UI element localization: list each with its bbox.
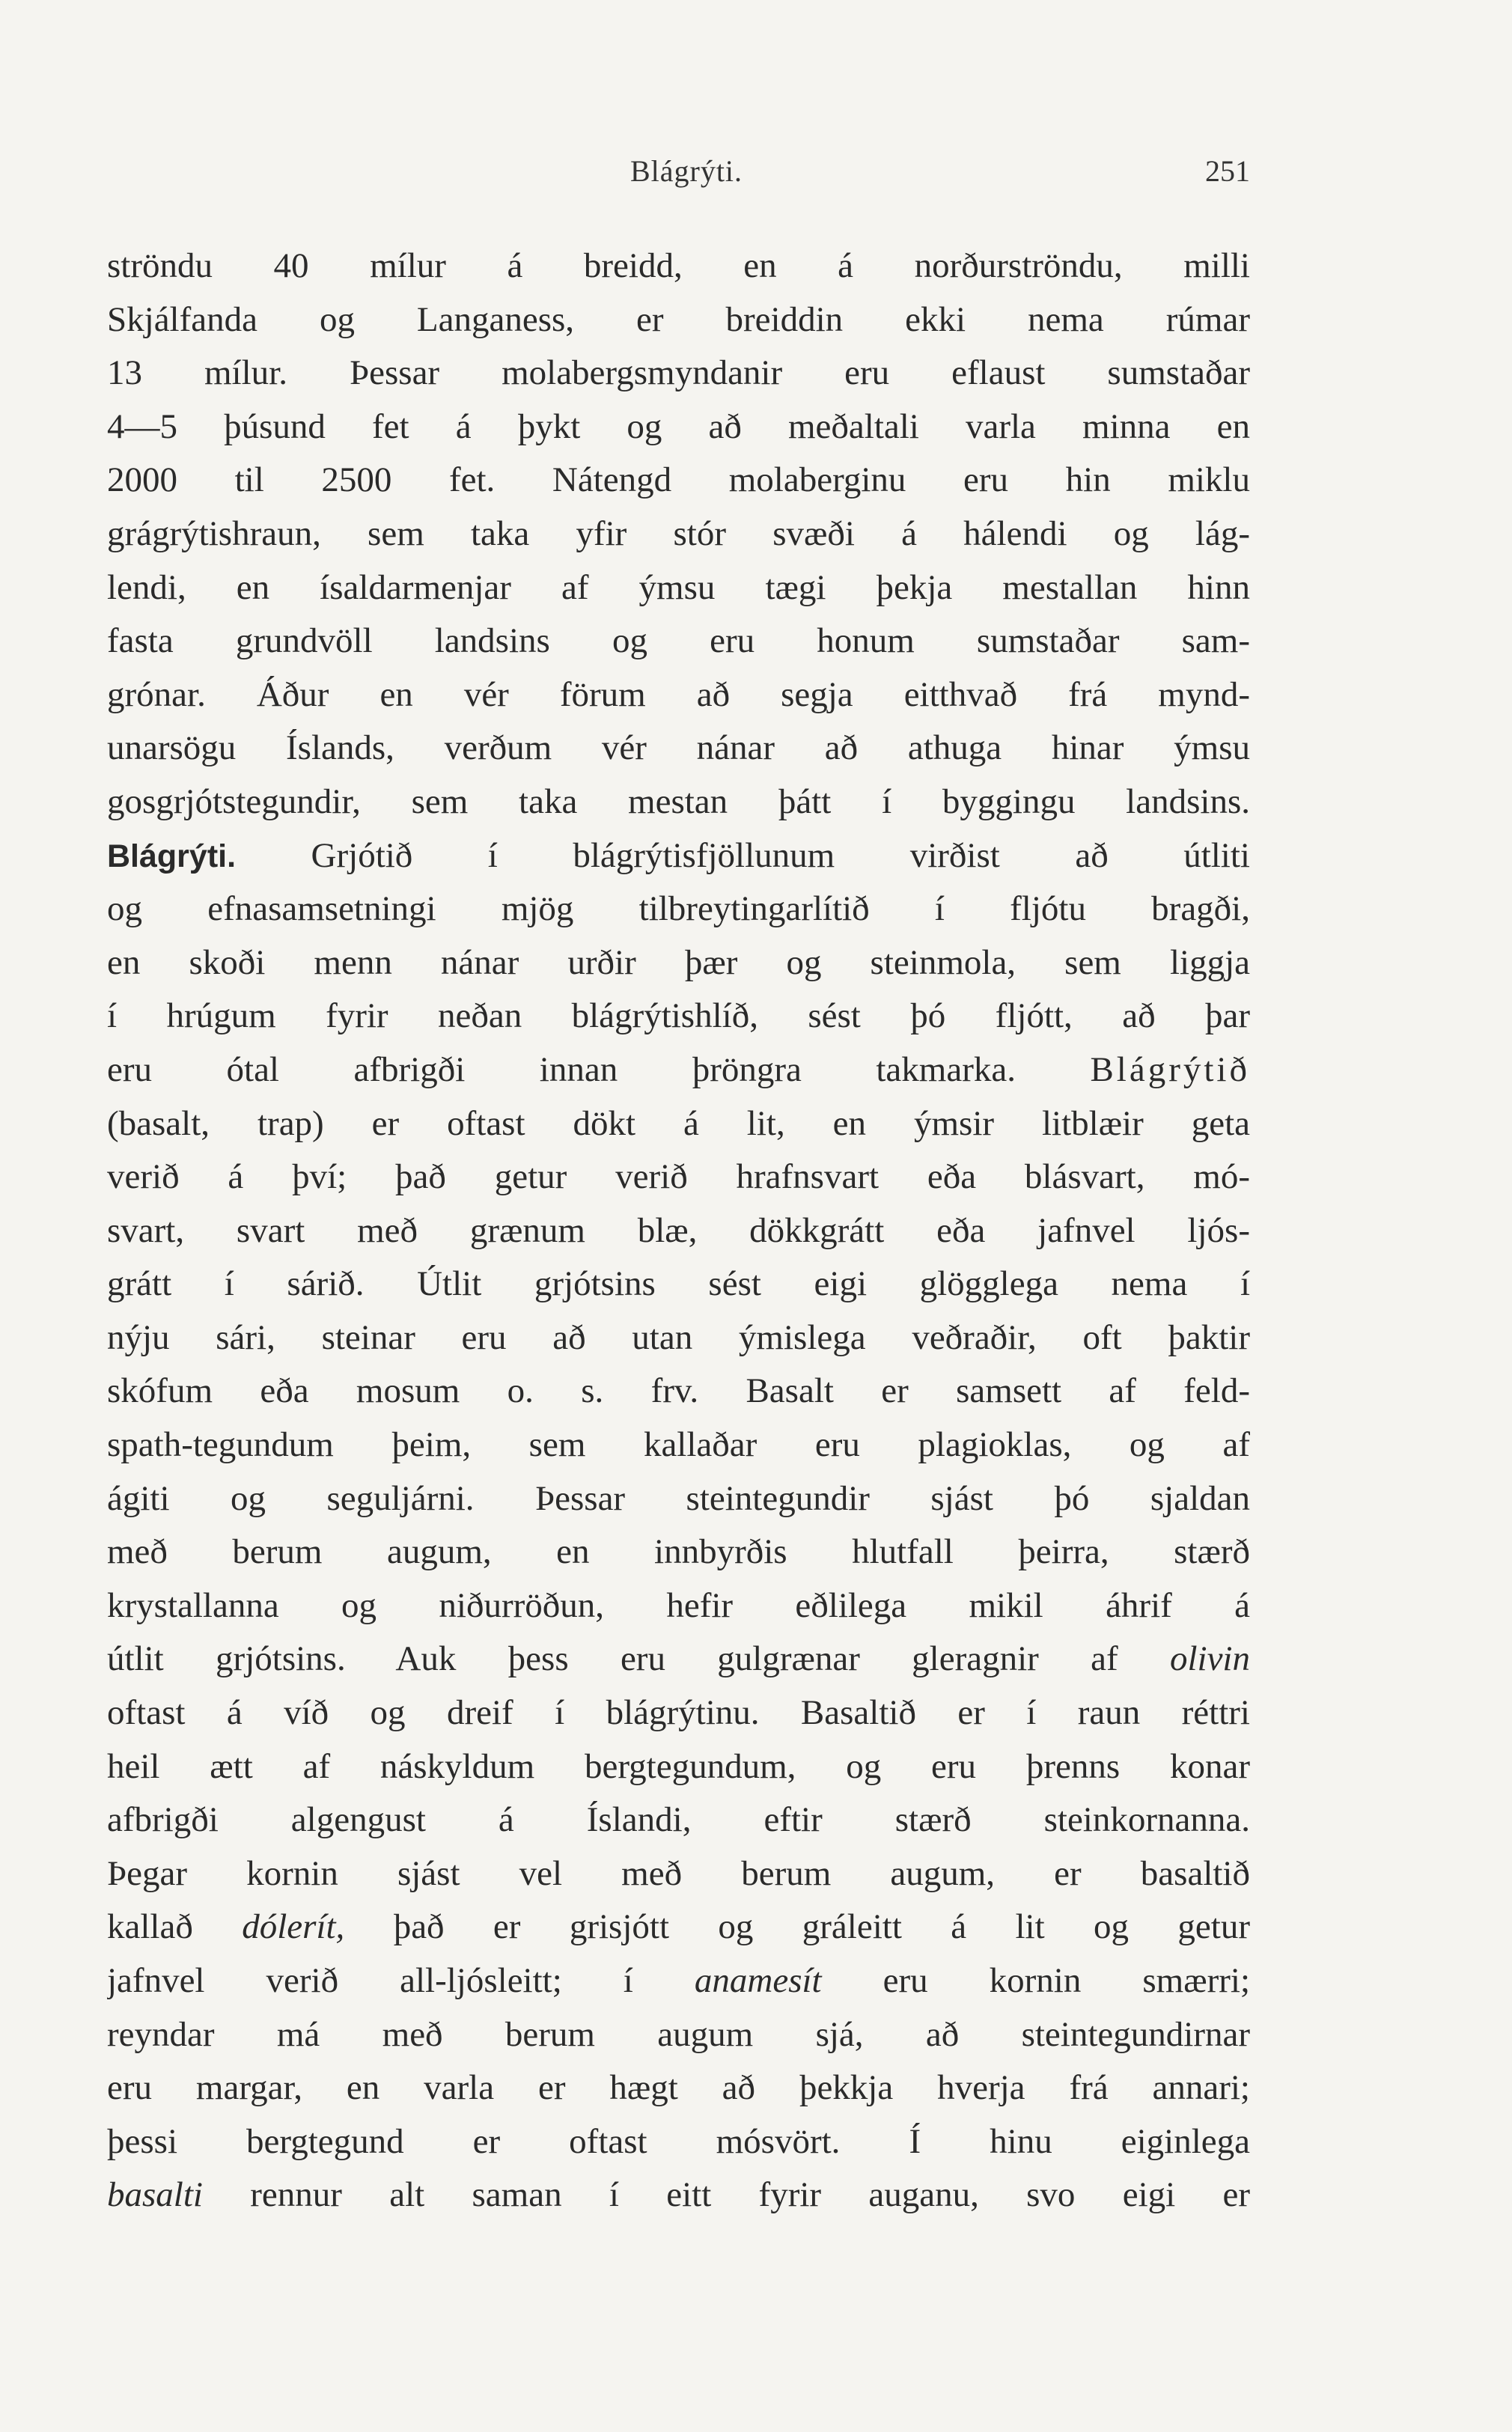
text-segment: ágiti og seguljárni. Þessar steintegundir sjást þó sjaldan — [107, 1478, 1250, 1518]
text-segment: grágrýtishraun, sem taka yfir stór svæði á hálendi og lág- — [107, 513, 1250, 553]
text-segment: heil ætt af náskyldum bergtegundum, og eru þrenns konar — [107, 1746, 1250, 1786]
text-line — [107, 454, 1250, 508]
running-title: Blágrýti. — [630, 154, 743, 188]
text-segment: en skoði menn nánar urðir þær og steinmola, sem liggja — [107, 942, 1250, 982]
text-segment: gosgrjótstegundir, sem taka mestan þátt í byggingu landsins. — [107, 781, 1250, 821]
text-line — [107, 990, 1250, 1043]
page-header — [0, 153, 1512, 198]
text-line — [107, 2115, 1250, 2169]
text-segment: grátt í sárið. Útlit grjótsins sést eigi glögglega nema í — [107, 1264, 1250, 1304]
text-line — [107, 1472, 1250, 1526]
text-line — [107, 1097, 1250, 1151]
text-line — [107, 508, 1250, 561]
text-line — [107, 1901, 1250, 1954]
text-segment: nýju sári, steinar eru að utan ýmislega veðraðir, oft þaktir — [107, 1317, 1250, 1357]
text-line — [107, 561, 1250, 615]
text-segment: lendi, en ísaldarmenjar af ýmsu tægi þekja mestallan hinn — [107, 567, 1250, 607]
spaced-term: Blágrýtið — [1090, 1049, 1250, 1089]
text-segment: spath-tegundum þeim, sem kallaðar eru plagioklas, og af — [107, 1425, 1250, 1465]
italic-term: anamesít — [694, 1961, 822, 2000]
text-segment: reyndar má með berum augum sjá, að steintegundirnar — [107, 2014, 1250, 2054]
text-segment: eru margar, en varla er hægt að þekkja hverja frá annari; — [107, 2068, 1250, 2108]
text-line — [107, 1954, 1250, 2008]
text-segment: svart, svart með grænum blæ, dökkgrátt eða jafnvel ljós- — [107, 1210, 1250, 1250]
text-segment: með berum augum, en innbyrðis hlutfall þeirra, stærð — [107, 1532, 1250, 1572]
section-heading: Blágrýti. — [107, 838, 237, 874]
text-segment: 13 mílur. Þessar molabergsmyndanir eru eflaust sumstaðar — [107, 353, 1250, 393]
text-line — [107, 1793, 1250, 1847]
text-line — [107, 293, 1250, 347]
text-line — [107, 829, 1250, 883]
italic-term: olivin — [1169, 1639, 1250, 1679]
text-segment: krystallanna og niðurröðun, hefir eðlilega mikil áhrif á — [107, 1585, 1250, 1625]
text-segment: eru kornin smærri; — [821, 1961, 1250, 2000]
text-line — [107, 1365, 1250, 1418]
text-segment: í hrúgum fyrir neðan blágrýtishlíð, sést þó fljótt, að þar — [107, 996, 1250, 1036]
text-segment: eru ótal afbrigði innan þröngra takmarka. — [107, 1049, 1091, 1089]
text-segment: það er grisjótt og gráleitt á lit og getur — [344, 1907, 1250, 1947]
text-line — [107, 1526, 1250, 1579]
text-line — [107, 400, 1250, 454]
text-segment: 4—5 þúsund fet á þykt og að meðaltali varla minna en — [107, 406, 1250, 446]
text-segment: rennur alt saman í eitt fyrir auganu, svo eigi er — [202, 2175, 1250, 2215]
text-line — [107, 668, 1250, 722]
text-segment: þessi bergtegund er oftast mósvört. Í hinu eiginlega — [107, 2121, 1250, 2161]
text-segment: og efnasamsetningi mjög tilbreytingarlítið í fljótu bragði, — [107, 889, 1250, 929]
text-segment: verið á því; það getur verið hrafnsvart eða blásvart, mó- — [107, 1157, 1250, 1197]
text-segment: Grjótið í blágrýtisfjöllunum virðist að útliti — [236, 835, 1250, 875]
text-line — [107, 775, 1250, 829]
page-number: 251 — [1205, 154, 1250, 188]
text-line — [107, 883, 1250, 936]
text-segment: afbrigði algengust á Íslandi, eftir stærð steinkornanna. — [107, 1800, 1250, 1840]
text-segment: ströndu 40 mílur á breidd, en á norðurströndu, milli — [107, 246, 1250, 285]
text-line — [107, 1258, 1250, 1311]
body-text — [107, 240, 1250, 2222]
text-line — [107, 1204, 1250, 1258]
text-line — [107, 1579, 1250, 1633]
text-segment: 2000 til 2500 fet. Nátengd molaberginu eru hin miklu — [107, 460, 1250, 500]
text-line — [107, 722, 1250, 775]
text-line — [107, 1633, 1250, 1686]
text-line — [107, 240, 1250, 293]
text-line — [107, 936, 1250, 990]
italic-term: basalti — [107, 2175, 203, 2215]
text-line — [107, 1311, 1250, 1365]
text-line — [107, 1043, 1250, 1097]
text-line — [107, 2169, 1250, 2222]
text-line — [107, 1151, 1250, 1204]
italic-term: dólerít, — [242, 1907, 345, 1947]
text-segment: jafnvel verið all-ljósleitt; í — [107, 1961, 695, 2000]
text-segment: kallað — [107, 1907, 243, 1947]
text-segment: Þegar kornin sjást vel með berum augum, er basaltið — [107, 1853, 1250, 1893]
text-segment: skófum eða mosum o. s. frv. Basalt er samsett af feld- — [107, 1371, 1250, 1411]
text-line — [107, 1686, 1250, 1740]
text-segment: (basalt, trap) er oftast dökt á lit, en ýmsir litblæir geta — [107, 1103, 1250, 1143]
text-line — [107, 2008, 1250, 2062]
text-line — [107, 615, 1250, 668]
text-line — [107, 1418, 1250, 1472]
text-segment: unarsögu Íslands, verðum vér nánar að athuga hinar ýmsu — [107, 728, 1250, 768]
text-segment: grónar. Áður en vér förum að segja eitthvað frá mynd- — [107, 674, 1250, 714]
text-segment: Skjálfanda og Langaness, er breiddin ekki nema rúmar — [107, 299, 1250, 339]
text-segment: fasta grundvöll landsins og eru honum sumstaðar sam- — [107, 621, 1250, 661]
text-line — [107, 2061, 1250, 2115]
text-line — [107, 347, 1250, 400]
text-segment: oftast á víð og dreif í blágrýtinu. Basaltið er í raun réttri — [107, 1693, 1250, 1733]
text-line — [107, 1740, 1250, 1794]
text-segment: útlit grjótsins. Auk þess eru gulgrænar gleragnir af — [107, 1639, 1170, 1679]
text-line — [107, 1847, 1250, 1901]
